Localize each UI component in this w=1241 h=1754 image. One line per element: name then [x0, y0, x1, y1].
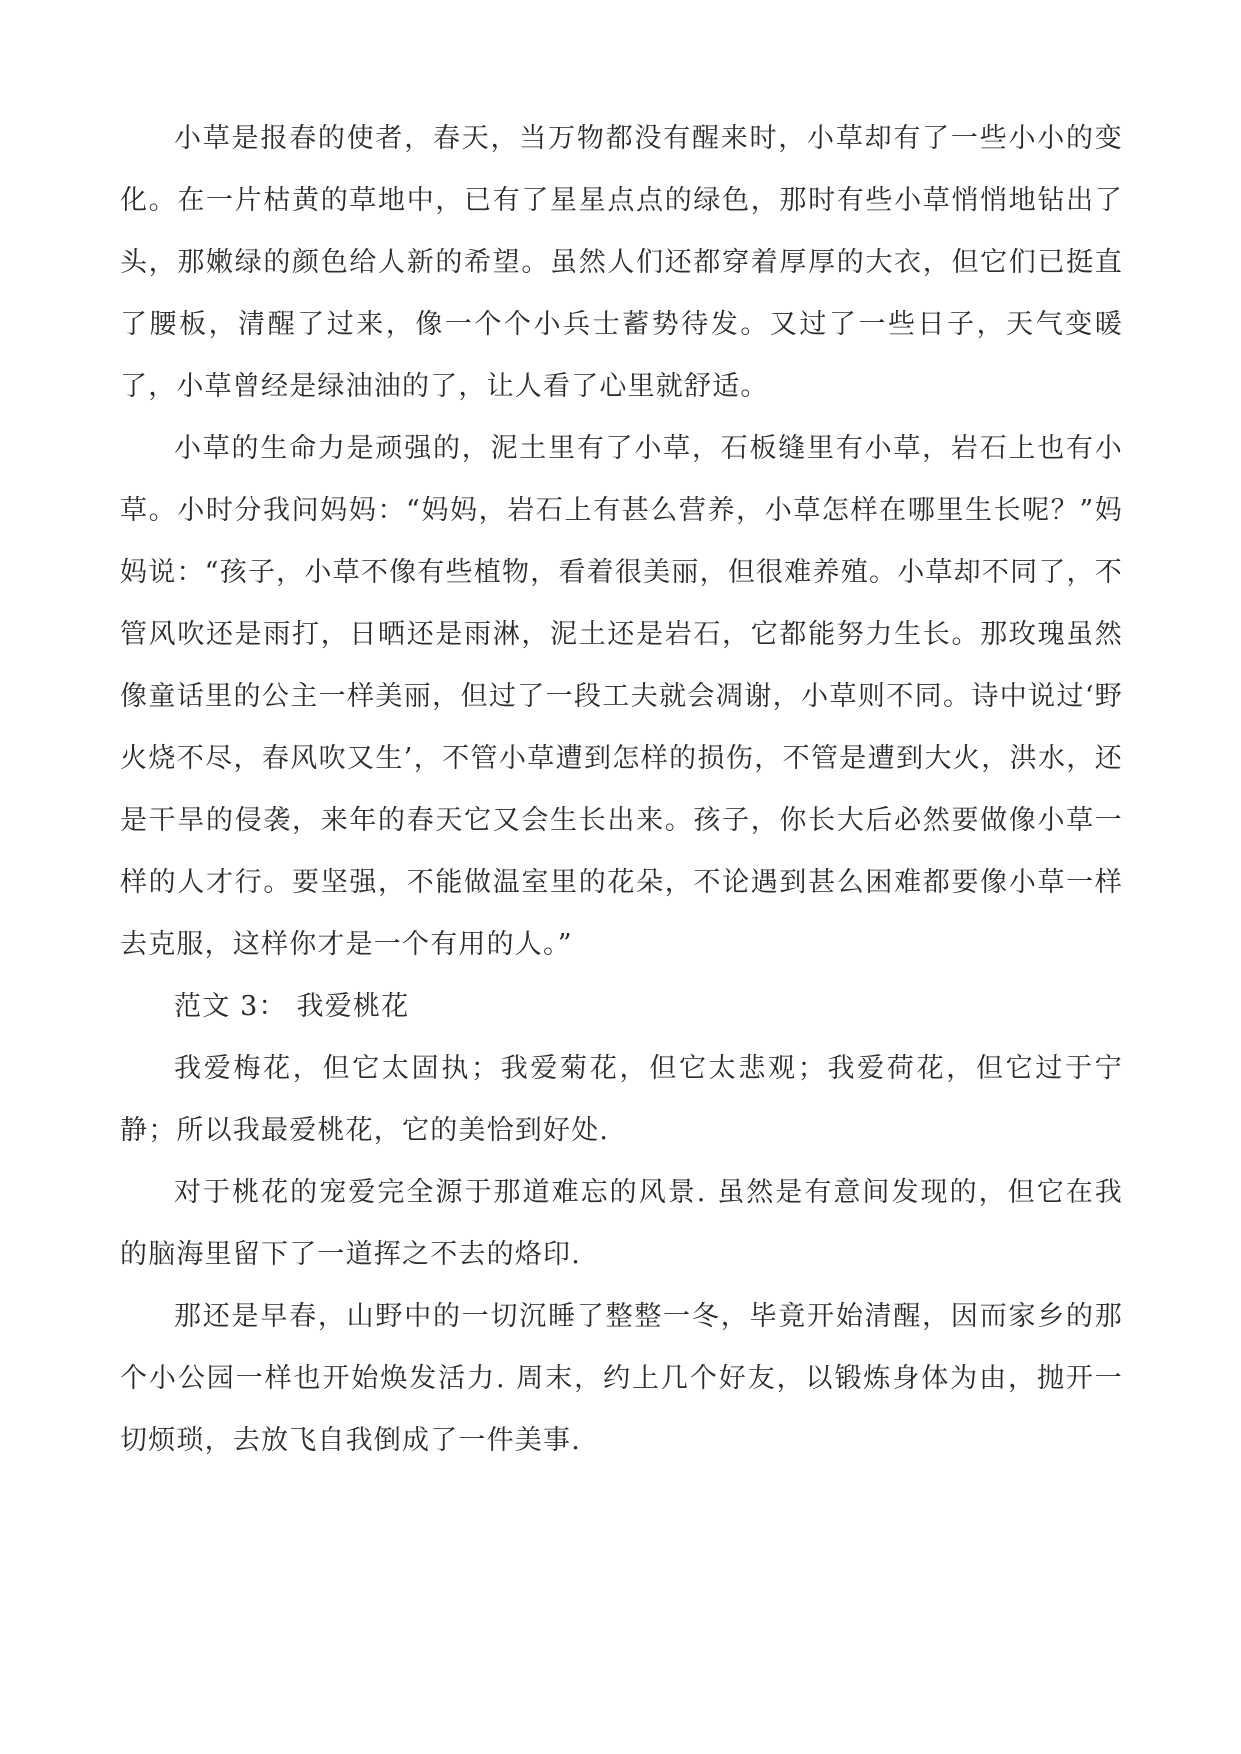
paragraph-peach-scenery: 对于桃花的宠爱完全源于那道难忘的风景. 虽然是有意间发现的，但它在我的脑海里留下了一道挥之不去的烙印.: [120, 1177, 1123, 1270]
paragraph-grass-vitality: 小草的生命力是顽强的，泥土里有了小草，石板缝里有小草，岩石上也有小草。小时分我问妈妈：“妈妈，岩石上有甚么营养，小草怎样在哪里生长呢？”妈妈说：“孩子，小草不像有些植物，看着很美丽，但很难养殖。小草却不同了，不管风吹还是雨打，日晒还是雨淋，泥土还是岩石，它都能努力生长。那玫瑰虽然像童话里的公主一样美丽，但过了一段工夫就会凋谢，小草则不同。诗中说过‘野火烧不尽，春风吹又生’，不管小草遭到怎样的损伤，不管是遭到大火，洪水，还是干旱的侵袭，来年的春天它又会生长出来。孩子，你长大后必然要做像小草一样的人才行。要坚强，不能做温室里的花朵，不论遇到甚么困难都要像小草一样去克服，这样你才是一个有用的人。”: [120, 433, 1123, 960]
paragraph-grass-spring: 小草是报春的使者，春天，当万物都没有醒来时，小草却有了一些小小的变化。在一片枯黄的草地中，已有了星星点点的绿色，那时有些小草悄悄地钻出了头，那嫩绿的颜色给人新的希望。虽然人们还都穿着厚厚的大衣，但它们已挺直了腰板，清醒了过来，像一个个小兵士蓄势待发。又过了一些日子，天气变暖了，小草曾经是绿油油的了，让人看了心里就舒适。: [120, 123, 1123, 402]
paragraph-love-peach: 我爱梅花，但它太固执；我爱菊花，但它太悲观；我爱荷花，但它过于宁静；所以我最爱桃花，它的美恰到好处.: [120, 1053, 1123, 1146]
section-heading-essay-3: 范文 3： 我爱桃花: [174, 991, 410, 1022]
paragraph-early-spring: 那还是早春，山野中的一切沉睡了整整一冬，毕竟开始清醒，因而家乡的那个小公园一样也开始焕发活力. 周末，约上几个好友，以锻炼身体为由，抛开一切烦琐，去放飞自我倒成了一件美事.: [120, 1301, 1123, 1456]
